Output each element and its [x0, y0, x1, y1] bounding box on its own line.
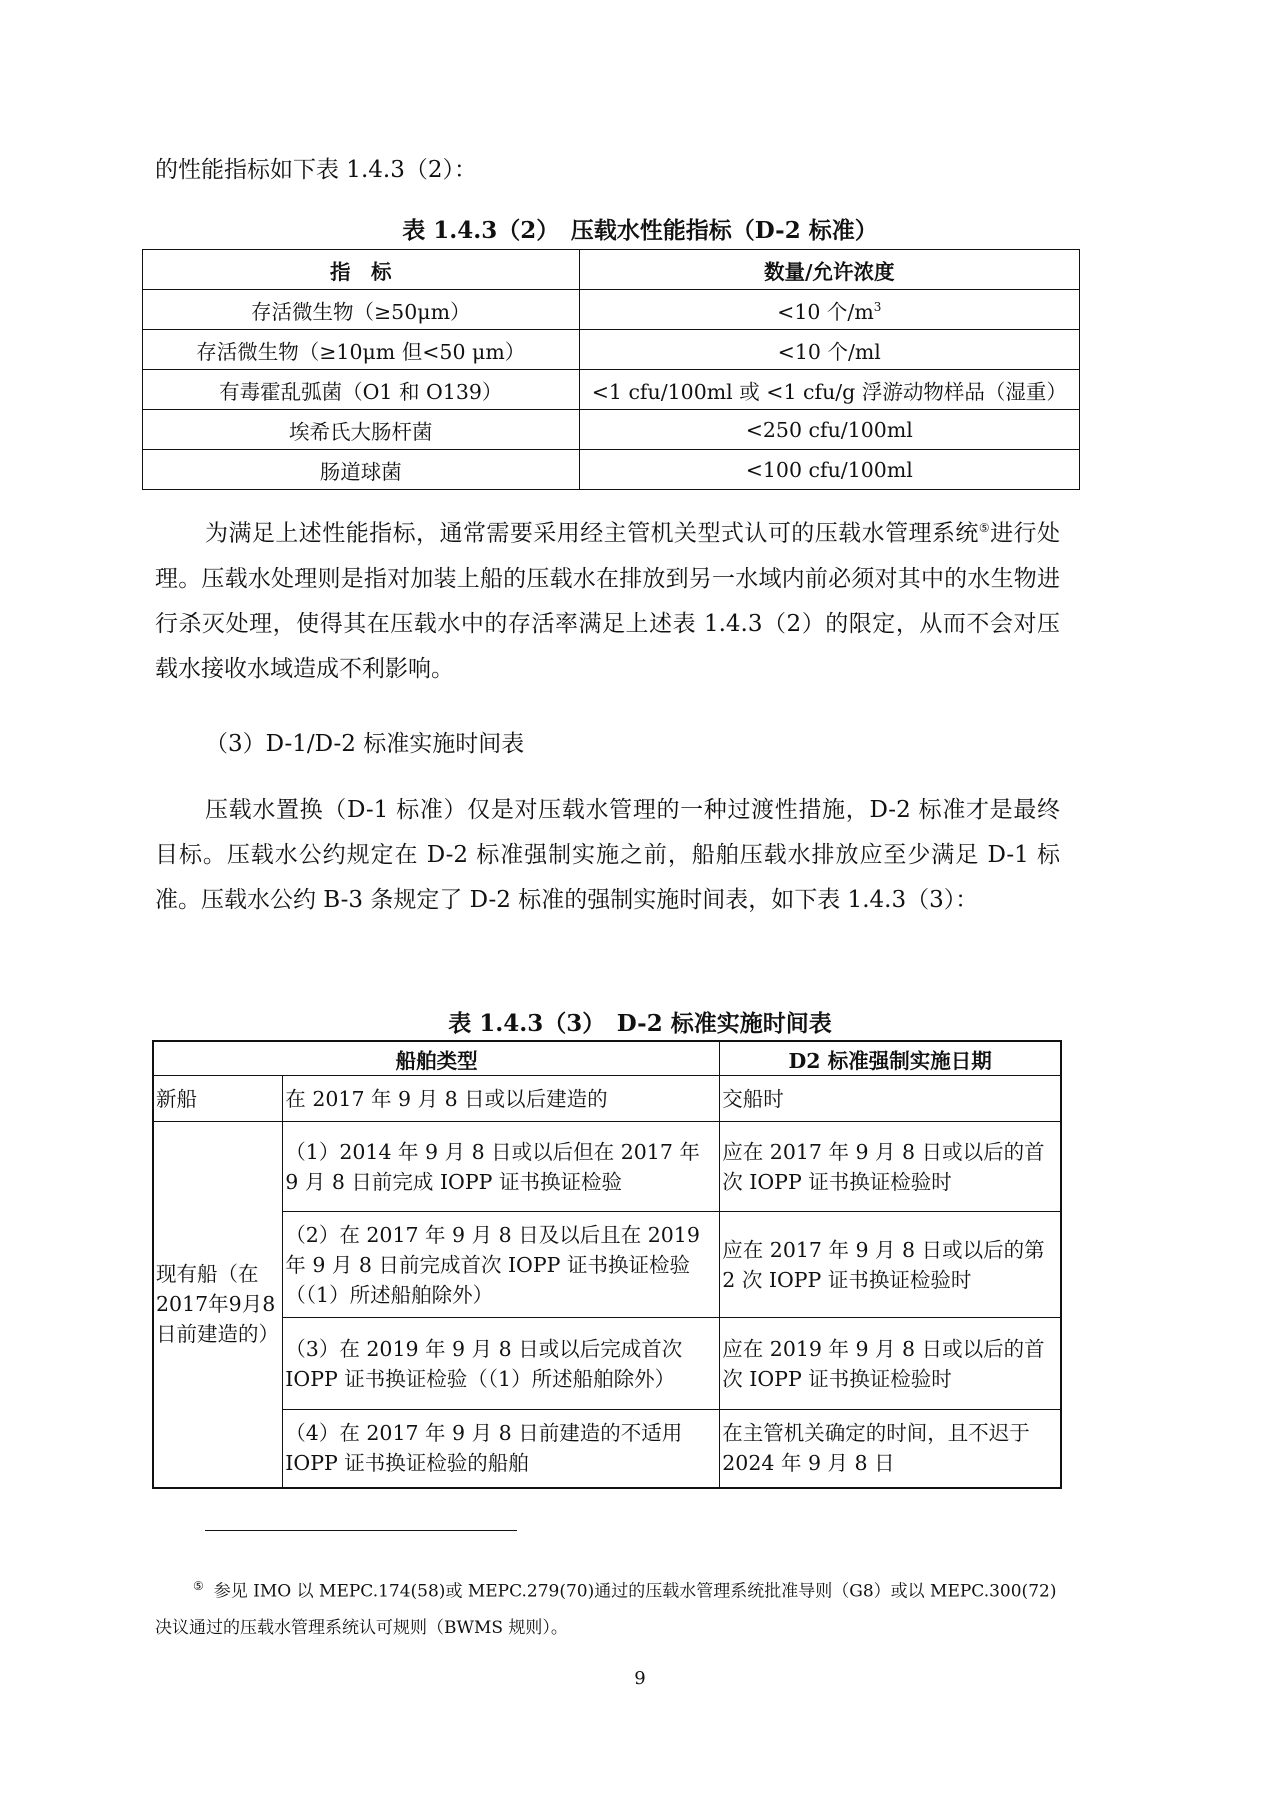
table2-caption: 表 1.4.3（3） D-2 标准实施时间表: [448, 1010, 832, 1037]
table-row: [153, 1410, 1061, 1488]
paragraph-bwms: 为满足上述性能指标，通常需要采用经主管机关型式认可的压载水管理系统⑤进行处理。压载水处理则是指对加装上船的压载水在排放到另一水域内前必须对其中的水生物进行杀灭处理，使得其在压载水中的存活率满足上述表 1.4.3（2）的限定，从而不会对压载水接收水域造成不利影响。: [155, 520, 1061, 682]
table-row: [143, 330, 1080, 370]
header-concentration: 数量/允许浓度: [579, 250, 1079, 290]
intro-text: 的性能指标如下表 1.4.3（2）：: [155, 157, 477, 183]
table-row: [143, 370, 1080, 410]
table1-caption: 表 1.4.3（2） 压载水性能指标（D-2 标准）: [402, 217, 878, 244]
table-row: [153, 1212, 1061, 1318]
footnote: [155, 1568, 1060, 1646]
table-performance: [142, 249, 1080, 490]
footnote-mark: ⑤: [193, 1579, 204, 1593]
cell-existing-desc: （1）2014 年 9 月 8 日或以后但在 2017 年 9 月 8 日前完成 IOPP 证书换证检验: [283, 1122, 720, 1212]
cell-indicator: 存活微生物（≥50μm）: [143, 290, 580, 330]
cell-concentration: <100 cfu/100ml: [579, 450, 1079, 490]
table-schedule: [152, 1040, 1062, 1489]
table-row: [153, 1076, 1061, 1122]
cell-existing-desc: （4）在 2017 年 9 月 8 日前建造的不适用 IOPP 证书换证检验的船舶: [283, 1410, 720, 1488]
cell-concentration: <250 cfu/100ml: [579, 410, 1079, 450]
table-header-row: [143, 250, 1080, 290]
cell-indicator: 有毒霍乱弧菌（O1 和 O139）: [143, 370, 580, 410]
header-date: D2 标准强制实施日期: [720, 1041, 1061, 1076]
cell-existing-date: 应在 2019 年 9 月 8 日或以后的首次 IOPP 证书换证检验时: [720, 1318, 1061, 1410]
superscript-3: 3: [873, 299, 882, 314]
cell-existing-date: 应在 2017 年 9 月 8 日或以后的首次 IOPP 证书换证检验时: [720, 1122, 1061, 1212]
header-indicator: 指 标: [143, 250, 580, 290]
cell-indicator: 肠道球菌: [143, 450, 580, 490]
cell-concentration: <10 个/ml: [579, 330, 1079, 370]
cell-concentration: <1 cfu/100ml 或 <1 cfu/g 浮游动物样品（湿重）: [579, 370, 1079, 410]
footnote-divider: [205, 1530, 517, 1531]
cell-existing-desc: （3）在 2019 年 9 月 8 日或以后完成首次 IOPP 证书换证检验（（1）所述船舶除外）: [283, 1318, 720, 1410]
cell-existing-ship: 现有船（在2017年9月8日前建造的）: [153, 1122, 283, 1488]
table-header-row: [153, 1041, 1061, 1076]
cell-indicator: 埃希氏大肠杆菌: [143, 410, 580, 450]
cell-existing-desc: （2）在 2017 年 9 月 8 日及以后且在 2019 年 9 月 8 日前完成首次 IOPP 证书换证检验（（1）所述船舶除外）: [283, 1212, 720, 1318]
footnote-text: 参见 IMO 以 MEPC.174(58)或 MEPC.279(70)通过的压载水管理系统批准导则（G8）或以 MEPC.300(72) 决议通过的压载水管理系统认可规则（BWMS 规则）。: [155, 1581, 1057, 1638]
cell-existing-date: 应在 2017 年 9 月 8 日或以后的第 2 次 IOPP 证书换证检验时: [720, 1212, 1061, 1318]
page-number: 9: [634, 1668, 646, 1689]
table-row: [143, 290, 1080, 330]
cell-new-ship: 新船: [153, 1076, 283, 1122]
cell-new-ship-desc: 在 2017 年 9 月 8 日或以后建造的: [283, 1076, 720, 1122]
table-row: [153, 1318, 1061, 1410]
cell-indicator: 存活微生物（≥10μm 但<50 μm）: [143, 330, 580, 370]
section-heading: （3）D-1/D-2 标准实施时间表: [205, 731, 525, 757]
table-row: [143, 410, 1080, 450]
cell-concentration: <10 个$/m^3$: [579, 290, 1079, 330]
cell-new-ship-date: 交船时: [720, 1076, 1061, 1122]
cell-existing-date: 在主管机关确定的时间，且不迟于 2024 年 9 月 8 日: [720, 1410, 1061, 1488]
paragraph-d1-d2: 压载水置换（D-1 标准）仅是对压载水管理的一种过渡性措施，D-2 标准才是最终目标。压载水公约规定在 D-2 标准强制实施之前，船舶压载水排放应至少满足 D-1 标准。压载水公约 B-3 条规定了 D-2 标准的强制实施时间表，如下表 1.4.3（3）：: [155, 797, 1060, 913]
table-row: [143, 450, 1080, 490]
table-row: [153, 1122, 1061, 1212]
header-ship-type: 船舶类型: [153, 1041, 720, 1076]
footnote-reference[interactable]: ⑤: [978, 521, 991, 535]
